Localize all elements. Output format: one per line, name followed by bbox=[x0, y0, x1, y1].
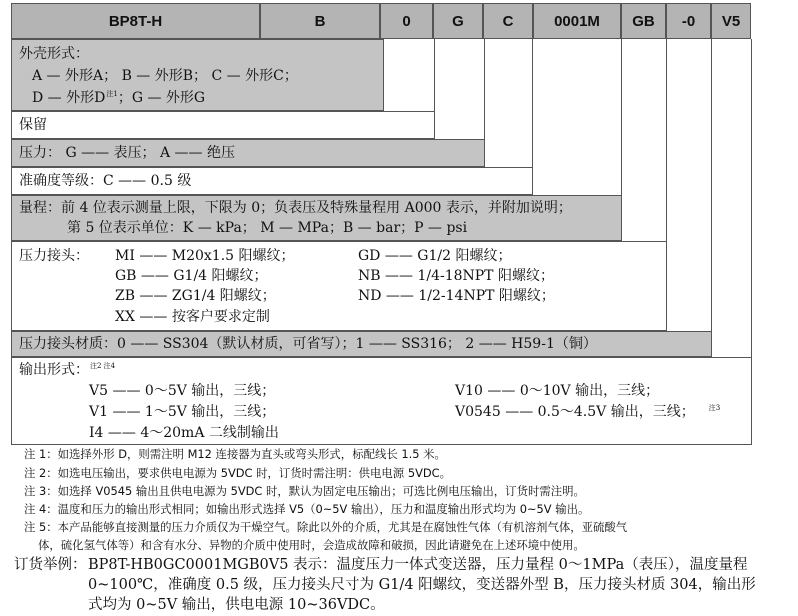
reserved-row bbox=[11, 111, 435, 139]
note-4: 注 4：温度和压力的输出形式相同；如输出形式选择 V5（0~5V 输出），压力和温度输出形式均为 0~5V 输出。 bbox=[24, 502, 590, 516]
output-option: V5 —— 0～5V 输出，三线； bbox=[89, 383, 276, 399]
code-range: 0001M bbox=[533, 3, 621, 39]
range-text-line1: 量程：前 4 位表示测量上限，下限为 0；负表压及特殊量程用 A000 表示，并附加说明； bbox=[19, 200, 572, 216]
connector-option: GD —— G1/2 阳螺纹； bbox=[358, 248, 512, 264]
note-ref-2-4: 注2 注4 bbox=[90, 362, 116, 370]
shell-form-options-line2 bbox=[32, 89, 205, 109]
material-row bbox=[11, 331, 712, 357]
note-1: 注 1：如选择外形 D，则需注明 M12 连接器为直头或弯头形式，标配线长 1.5 米。 bbox=[24, 447, 446, 461]
output-option: V0545 —— 0.5～4.5V 输出，三线； bbox=[455, 404, 695, 420]
code-output: V5 bbox=[711, 3, 751, 39]
connector-title: 压力接头： bbox=[19, 248, 89, 264]
output-title-line bbox=[19, 361, 115, 381]
code-reserved: 0 bbox=[380, 3, 433, 39]
note-5: 注 5：本产品能够直接测量的压力介质仅为干燥空气。除此以外的介质，尤其是在腐蚀性气体（有机溶剂气体，亚硫酸气 bbox=[24, 520, 628, 534]
connector-option: NB —— 1/4-18NPT 阳螺纹； bbox=[358, 268, 554, 284]
code-accuracy: C bbox=[483, 3, 533, 39]
connector-option: MI —— M20x1.5 阳螺纹； bbox=[115, 248, 295, 264]
reserved-label: 保留 bbox=[19, 117, 47, 133]
output-row bbox=[11, 357, 752, 445]
code-shell: B bbox=[260, 3, 380, 39]
output-option-v0545 bbox=[455, 403, 720, 423]
note-ref-1: 注1 bbox=[106, 90, 118, 98]
example-line1: BP8T-HB0GC0001MGB0V5 表示：温度压力一体式变送器，压力量程 0～1MPa（表压），温度量程 bbox=[88, 557, 748, 573]
note-2: 注 2：如选电压输出，要求供电电源为 5VDC 时，订货时需注明：供电电源 5VDC。 bbox=[24, 466, 451, 480]
range-row bbox=[11, 195, 622, 241]
shell-form-title: 外壳形式： bbox=[19, 46, 89, 62]
connector-option: ND —— 1/2-14NPT 阳螺纹； bbox=[358, 288, 555, 304]
pressure-type-text: 压力： G —— 表压； A —— 绝压 bbox=[19, 145, 235, 161]
accuracy-text: 准确度等级：C —— 0.5 级 bbox=[19, 173, 192, 189]
output-option: V1 —— 1～5V 输出，三线； bbox=[89, 404, 276, 420]
connector-option: ZB —— ZG1/4 阳螺纹； bbox=[115, 288, 276, 304]
code-material: -0 bbox=[666, 3, 711, 39]
pressure-type-row bbox=[11, 139, 485, 167]
note-5-cont: 体，硫化氢气体等）和含有水分、异物的介质中使用时，会造成故障和破损，因此请避免在上述环境中使用。 bbox=[38, 538, 585, 552]
shell-form-option-g: ；G — 外形G bbox=[117, 90, 206, 106]
shell-form-row bbox=[11, 39, 384, 111]
range-text-line2: 第 5 位表示单位：K — kPa； M — MPa；B — bar；P — psi bbox=[67, 220, 468, 236]
output-title: 输出形式： bbox=[19, 362, 89, 378]
code-pressure-type: G bbox=[433, 3, 483, 39]
example-line3: 式均为 0~5V 输出，供电电源 10~36VDC。 bbox=[88, 597, 385, 613]
connector-option: GB —— G1/4 阳螺纹； bbox=[115, 268, 268, 284]
shell-form-option-d: D — 外形D bbox=[32, 90, 106, 106]
shell-form-options-line1: A — 外形A； B — 外形B； C — 外形C； bbox=[32, 68, 298, 84]
example-label: 订货举例： bbox=[14, 557, 87, 573]
example-line2: 0~100℃，准确度 0.5 级，压力接头尺寸为 G1/4 阳螺纹，变送器外型 B，压力接头材质 304，输出形 bbox=[88, 577, 756, 593]
connector-line-material bbox=[711, 39, 712, 357]
output-option: I4 —— 4～20mA 二线制输出 bbox=[89, 425, 279, 441]
material-text: 压力接头材质：0 —— SS304（默认材质，可省写）；1 —— SS316； 2 —— H59-1（铜） bbox=[19, 336, 597, 352]
note-ref-3: 注3 bbox=[708, 404, 721, 412]
connector-option: XX —— 按客户要求定制 bbox=[115, 309, 270, 325]
code-model: BP8T-H bbox=[11, 3, 260, 39]
note-3: 注 3：如选择 V0545 输出且供电电源为 5VDC 时，默认为固定电压输出；可选比例电压输出，订货时需注明。 bbox=[24, 484, 585, 498]
output-option: V10 —— 0～10V 输出，三线； bbox=[455, 383, 660, 399]
accuracy-row bbox=[11, 167, 533, 195]
code-connector: GB bbox=[621, 3, 666, 39]
connector-row bbox=[11, 241, 667, 331]
